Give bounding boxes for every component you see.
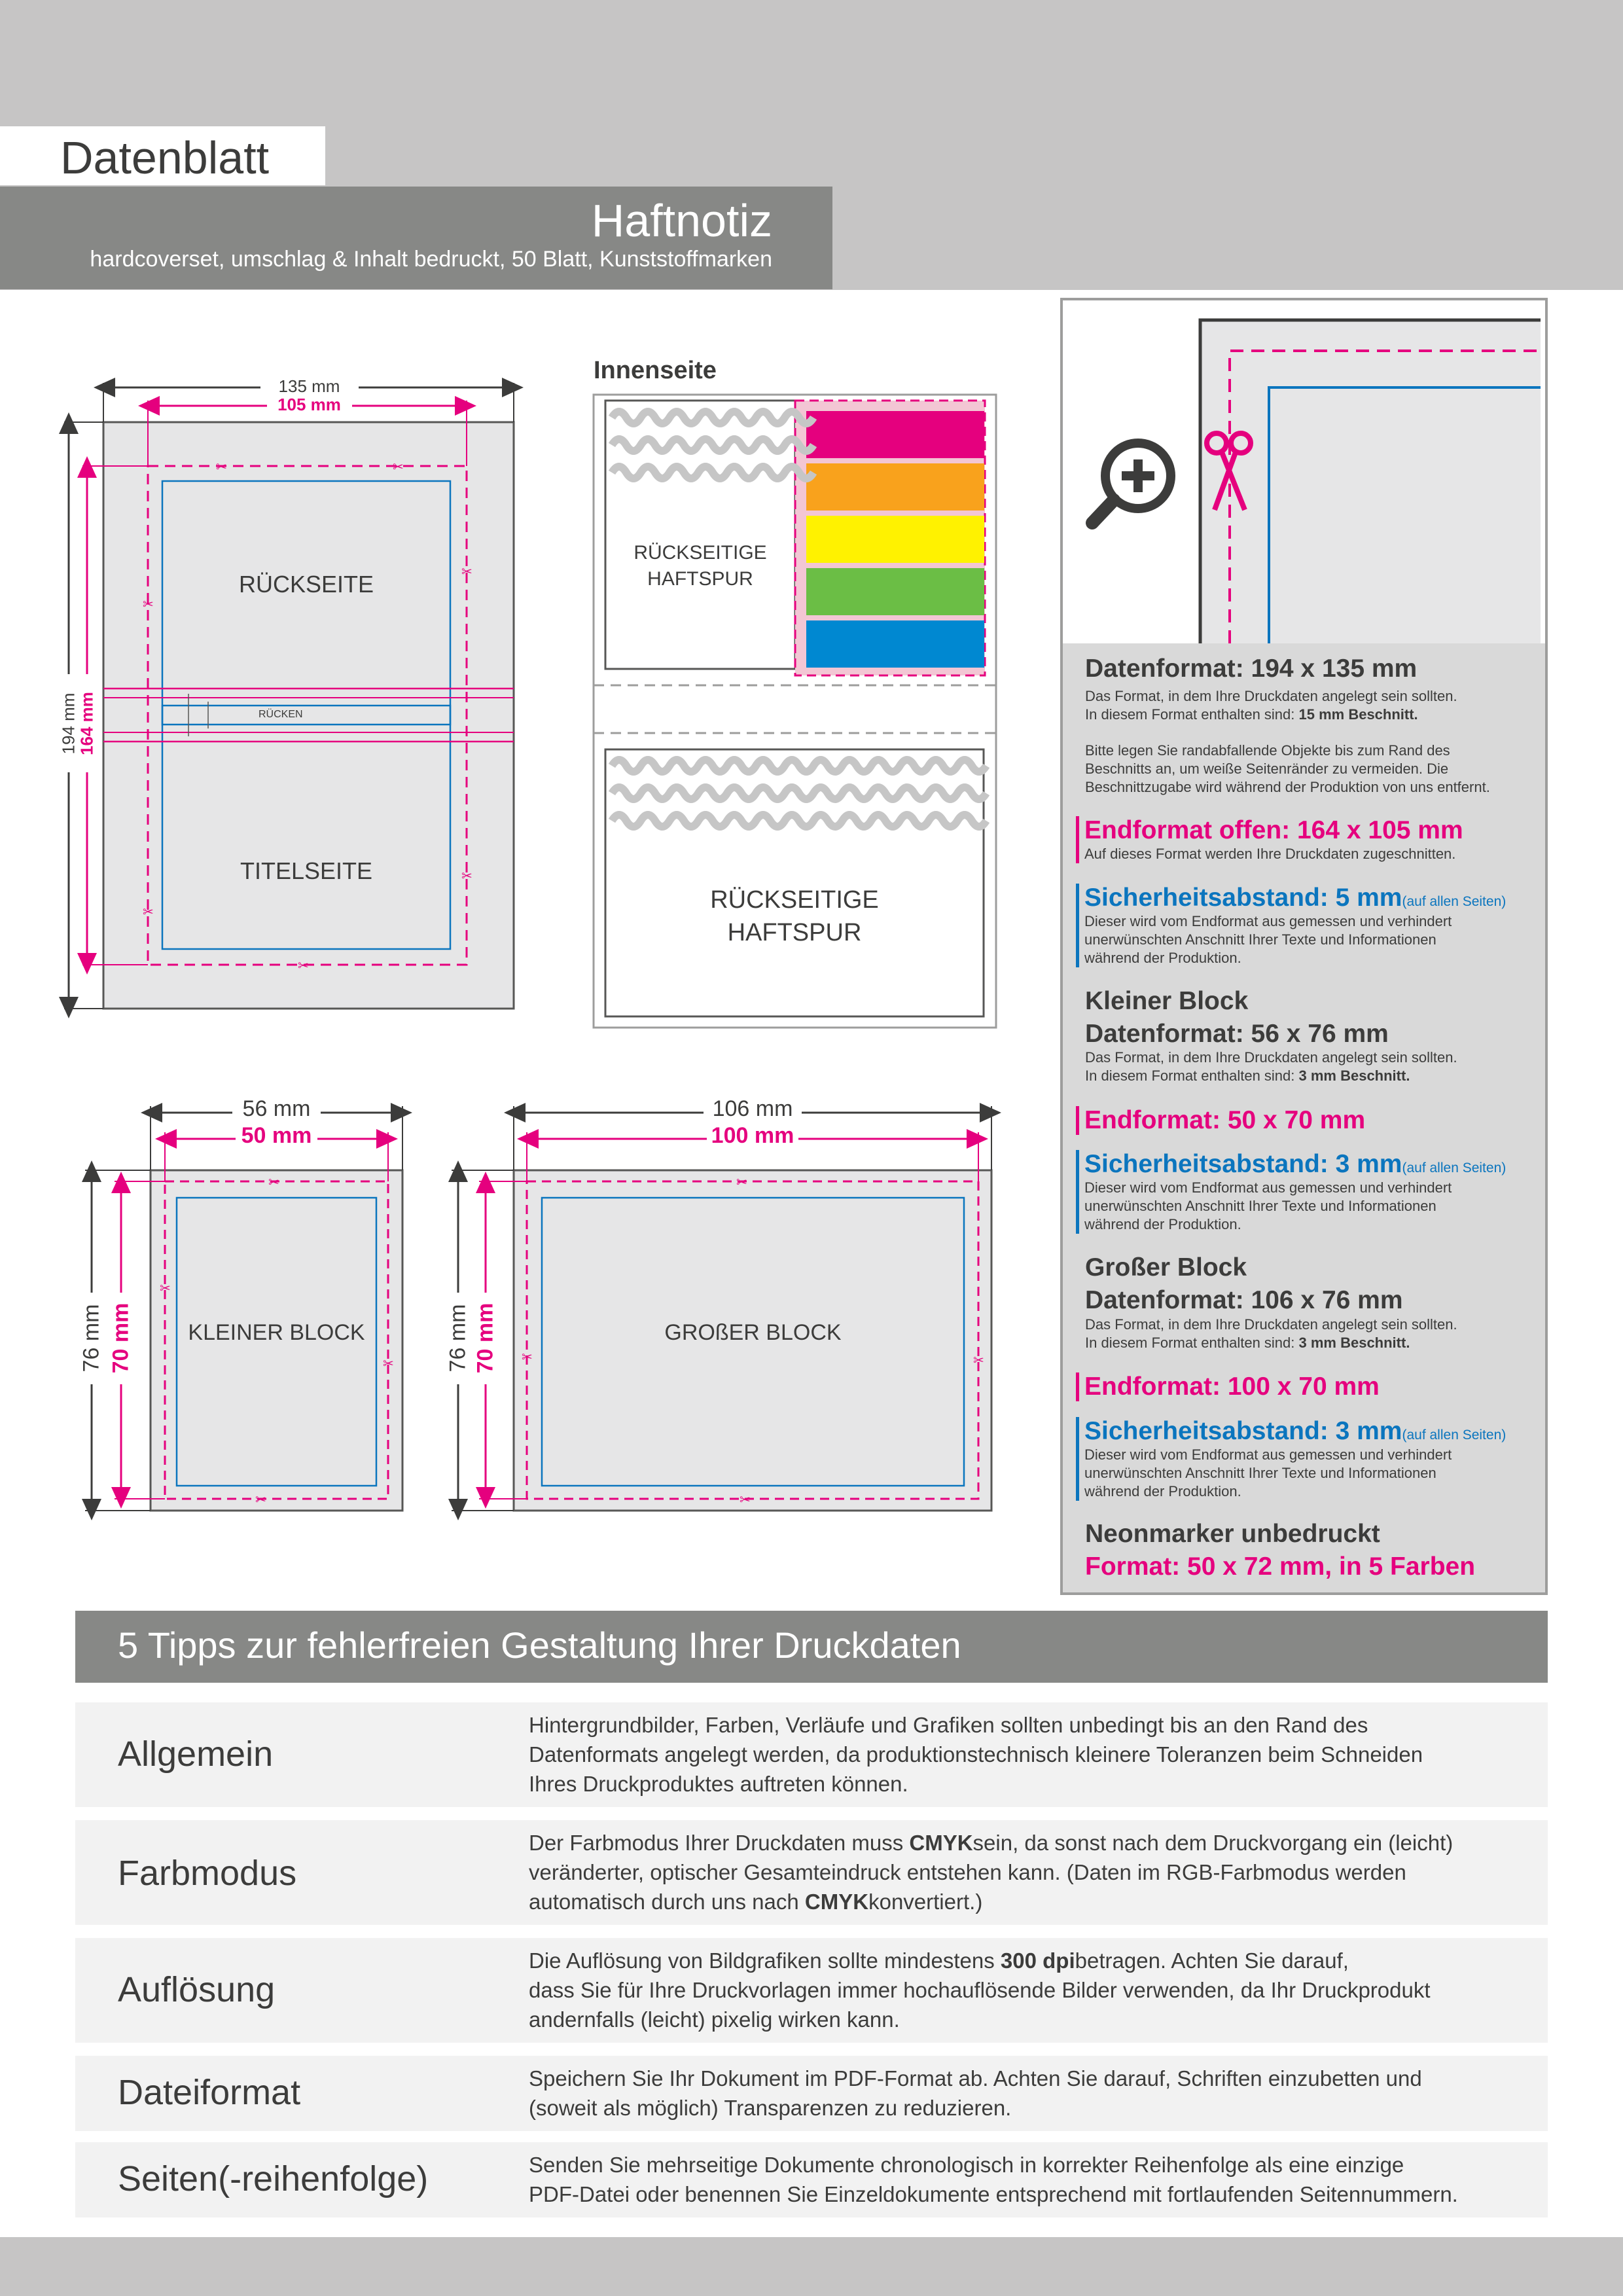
tip-row bbox=[75, 1820, 1548, 1925]
tip-line: andernfalls (leicht) pixelig wirken kann. bbox=[529, 2007, 900, 2032]
scissor-icon: ✂ bbox=[143, 598, 154, 612]
adhesive-wave bbox=[612, 412, 813, 423]
cover-width-outer: 135 mm bbox=[278, 376, 340, 396]
sb-endformat-desc: Auf dieses Format werden Ihre Druckdaten zugeschnitten. bbox=[1084, 846, 1456, 862]
sb-small-endformat-block bbox=[1076, 1106, 1365, 1135]
scissor-icon: ✂ bbox=[143, 905, 154, 920]
scissor-icon: ✂ bbox=[216, 460, 227, 475]
tip-key: Auflösung bbox=[118, 1970, 276, 2009]
cover-width-inner: 105 mm bbox=[277, 395, 341, 414]
adhesive-pattern bbox=[612, 412, 813, 478]
sb-safety-desc1: Dieser wird vom Endformat aus gemessen und verhindert bbox=[1084, 1179, 1452, 1196]
cover-diagram bbox=[58, 376, 514, 1009]
sb-datenformat: Datenformat: 194 x 135 mm bbox=[1085, 655, 1418, 683]
tip-key: Seiten(-reihenfolge) bbox=[118, 2159, 429, 2198]
sb-safety-desc3: während der Produktion. bbox=[1084, 1483, 1241, 1499]
tip-key: Farbmodus bbox=[118, 1854, 297, 1893]
tip-text bbox=[529, 1946, 1530, 2034]
tip-row bbox=[75, 1938, 1548, 2043]
small-height-inner: 70 mm bbox=[108, 1302, 134, 1374]
tip-text-bold: 300 dpi bbox=[1000, 1948, 1075, 1973]
scissor-icon: ✂ bbox=[393, 460, 404, 475]
tip-line: Datenformats angelegt werden, da produktionstechnisch kleinere Toleranzen beim Schneiden bbox=[529, 1742, 1423, 1767]
tip-line: dass Sie für Ihre Druckvorlagen immer hochauflösende Bilder verwenden, da Ihr Druckprodukt bbox=[529, 1978, 1431, 2002]
adhesive-wave bbox=[612, 760, 986, 772]
cover-height-outer: 194 mm bbox=[58, 692, 79, 755]
cover-height-inner: 164 mm bbox=[77, 692, 97, 755]
inner-page-title: Innenseite bbox=[594, 357, 717, 384]
adhesive-wave bbox=[612, 439, 813, 451]
sb-safety-desc2: unerwünschten Anschnitt Ihrer Texte und Informationen bbox=[1084, 1198, 1436, 1214]
sb-neon-title: Neonmarker unbedruckt bbox=[1085, 1520, 1380, 1548]
tip-text-bold: CMYK bbox=[804, 1890, 869, 1914]
front-side-label: TITELSEITE bbox=[240, 857, 373, 884]
sb-small-desc2 bbox=[1085, 1067, 1410, 1085]
sb-endformat-block bbox=[1076, 816, 1463, 863]
scissor-icon: ✂ bbox=[973, 1354, 984, 1368]
title-bar bbox=[0, 187, 832, 289]
cover-bleed-area bbox=[103, 422, 514, 1009]
sb-small-datenformat: Datenformat: 56 x 76 mm bbox=[1085, 1020, 1389, 1048]
scissor-icon: ✂ bbox=[255, 1493, 266, 1507]
tip-text-part: betragen. Achten Sie darauf, bbox=[1075, 1948, 1349, 1973]
small-height-outer: 76 mm bbox=[79, 1304, 104, 1372]
sb-datenformat-desc1: Das Format, in dem Ihre Druckdaten angelegt sein sollten. bbox=[1085, 688, 1457, 704]
tip-line: Ihres Druckproduktes auftreten können. bbox=[529, 1772, 908, 1796]
sb-safety: Sicherheitsabstand: 5 mm bbox=[1084, 884, 1402, 912]
tip-row bbox=[75, 2142, 1548, 2217]
marker-strip bbox=[806, 568, 984, 615]
sb-large-desc2 bbox=[1085, 1334, 1410, 1352]
small-width-inner: 50 mm bbox=[241, 1123, 312, 1148]
tip-line: (soweit als möglich) Transparenzen zu reduzieren. bbox=[529, 2096, 1012, 2120]
large-height-inner: 70 mm bbox=[473, 1302, 498, 1374]
adhesive-wave bbox=[612, 815, 986, 827]
sb-desc-text: In diesem Format enthalten sind: bbox=[1085, 706, 1299, 723]
scissor-icon: ✂ bbox=[522, 1350, 533, 1365]
tip-text-part: konvertiert.) bbox=[868, 1890, 983, 1914]
large-width-outer: 106 mm bbox=[712, 1096, 793, 1121]
tip-text bbox=[529, 1828, 1530, 1916]
tip-line: veränderter, optischer Gesamteindruck entstehen kann. (Daten im RGB-Farbmodus werden bbox=[529, 1860, 1406, 1884]
sb-datenformat-desc2 bbox=[1085, 706, 1418, 724]
marker-strip bbox=[806, 620, 984, 668]
tips-header bbox=[75, 1611, 1548, 1683]
tip-line bbox=[529, 1828, 1530, 1857]
sb-neon-format: Format: 50 x 72 mm, in 5 Farben bbox=[1085, 1552, 1476, 1581]
scissor-icon: ✂ bbox=[298, 959, 309, 973]
sb-endformat: Endformat offen: 164 x 105 mm bbox=[1084, 816, 1463, 844]
marker-strip bbox=[806, 516, 984, 563]
sb-large-endformat-block bbox=[1076, 1372, 1380, 1401]
sb-large-safety-block bbox=[1076, 1417, 1506, 1501]
tip-key: Dateiformat bbox=[118, 2073, 301, 2112]
tip-text-part: automatisch durch uns nach bbox=[529, 1890, 805, 1914]
scissor-icon: ✂ bbox=[461, 565, 473, 579]
back-side-label: RÜCKSEITE bbox=[238, 571, 374, 598]
tip-line: Speichern Sie Ihr Dokument im PDF-Format ab. Achten Sie darauf, Schriften einzubetten und bbox=[529, 2066, 1422, 2090]
tip-text-part: Der Farbmodus Ihrer Druckdaten muss bbox=[529, 1831, 910, 1855]
sb-safety-note: (auf allen Seiten) bbox=[1402, 894, 1507, 909]
marker-strip bbox=[806, 463, 984, 511]
tip-text bbox=[529, 2150, 1530, 2209]
page-title: Haftnotiz bbox=[591, 195, 772, 246]
sb-safety-desc1: Dieser wird vom Endformat aus gemessen und verhindert bbox=[1084, 913, 1452, 929]
sb-large-safety: Sicherheitsabstand: 3 mm bbox=[1084, 1417, 1402, 1445]
sb-safety-note: (auf allen Seiten) bbox=[1402, 1160, 1507, 1175]
tip-line: PDF-Datei oder benennen Sie Einzeldokumente entsprechend mit fortlaufenden Seitennummern. bbox=[529, 2182, 1458, 2206]
sb-safety-desc3: während der Produktion. bbox=[1084, 950, 1241, 966]
tip-text bbox=[529, 2064, 1530, 2123]
sb-desc-bold: 15 mm Beschnitt. bbox=[1298, 706, 1418, 723]
sb-bleed-note1: Bitte legen Sie randabfallende Objekte bis zum Rand des bbox=[1085, 742, 1450, 759]
bleed-zoom-illustration bbox=[1063, 300, 1545, 643]
sb-safety-desc1: Dieser wird vom Endformat aus gemessen und verhindert bbox=[1084, 1446, 1452, 1463]
scissor-icon: ✂ bbox=[268, 1175, 279, 1190]
sb-safety-desc3: während der Produktion. bbox=[1084, 1216, 1241, 1232]
small-width-outer: 56 mm bbox=[242, 1096, 311, 1121]
adhesive-wave bbox=[612, 467, 813, 478]
sb-small-title: Kleiner Block bbox=[1085, 987, 1249, 1015]
sb-small-safety: Sicherheitsabstand: 3 mm bbox=[1084, 1150, 1402, 1178]
tip-row bbox=[75, 2056, 1548, 2131]
sb-safety-block bbox=[1076, 884, 1506, 967]
tip-line: Senden Sie mehrseitige Dokumente chronologisch in korrekter Reihenfolge als eine einzige bbox=[529, 2153, 1404, 2177]
tip-line bbox=[529, 1946, 1530, 1975]
sb-large-datenformat: Datenformat: 106 x 76 mm bbox=[1085, 1286, 1403, 1314]
marker-strip bbox=[806, 411, 984, 458]
scissor-icon: ✂ bbox=[160, 1282, 171, 1296]
sb-small-endformat: Endformat: 50 x 70 mm bbox=[1084, 1106, 1366, 1134]
adhesive-wave bbox=[612, 787, 986, 799]
sb-large-endformat: Endformat: 100 x 70 mm bbox=[1084, 1372, 1380, 1401]
tip-text-part: Die Auflösung von Bildgrafiken sollte mindestens bbox=[529, 1948, 1001, 1973]
document-tag bbox=[0, 126, 325, 185]
page-subtitle: hardcoverset, umschlag & Inhalt bedruckt, 50 Blatt, Kunststoffmarken bbox=[90, 247, 772, 272]
adhesive-label-top: RÜCKSEITIGE HAFTSPUR bbox=[633, 542, 767, 590]
sb-large-title: Großer Block bbox=[1085, 1253, 1247, 1282]
document-tag-label: Datenblatt bbox=[60, 132, 270, 183]
sb-desc-text: In diesem Format enthalten sind: bbox=[1085, 1335, 1299, 1351]
sb-safety-note: (auf allen Seiten) bbox=[1402, 1427, 1507, 1443]
small-block-label: KLEINER BLOCK bbox=[188, 1320, 365, 1345]
footer-band bbox=[0, 2237, 1623, 2296]
tips-title: 5 Tipps zur fehlerfreien Gestaltung Ihrer Druckdaten bbox=[118, 1624, 961, 1666]
large-height-outer: 76 mm bbox=[445, 1304, 471, 1372]
scissor-icon: ✂ bbox=[736, 1175, 747, 1190]
scissor-icon: ✂ bbox=[383, 1357, 394, 1371]
scissor-icon: ✂ bbox=[461, 869, 473, 884]
sb-safety-desc2: unerwünschten Anschnitt Ihrer Texte und Informationen bbox=[1084, 931, 1436, 948]
adhesive-pattern bbox=[612, 760, 986, 827]
sb-bleed-note3: Beschnittzugabe wird während der Produktion von uns entfernt. bbox=[1085, 779, 1490, 795]
tip-line: Hintergrundbilder, Farben, Verläufe und Grafiken sollten unbedingt bis an den Rand des bbox=[529, 1713, 1368, 1737]
spine-label: RÜCKEN bbox=[259, 709, 303, 720]
sb-desc-text: In diesem Format enthalten sind: bbox=[1085, 1067, 1299, 1084]
sb-safety-desc2: unerwünschten Anschnitt Ihrer Texte und Informationen bbox=[1084, 1465, 1436, 1481]
tip-key: Allgemein bbox=[118, 1734, 274, 1774]
sb-large-desc1: Das Format, in dem Ihre Druckdaten angelegt sein sollten. bbox=[1085, 1316, 1457, 1333]
sb-desc-bold: 3 mm Beschnitt. bbox=[1298, 1335, 1410, 1351]
sb-desc-bold: 3 mm Beschnitt. bbox=[1298, 1067, 1410, 1084]
sb-small-desc1: Das Format, in dem Ihre Druckdaten angelegt sein sollten. bbox=[1085, 1049, 1457, 1066]
large-block-diagram bbox=[445, 1100, 991, 1511]
large-width-inner: 100 mm bbox=[711, 1123, 794, 1148]
sb-bleed-note2: Beschnitts an, um weiße Seitenränder zu vermeiden. Die bbox=[1085, 761, 1449, 777]
scissor-icon: ✂ bbox=[740, 1493, 751, 1507]
sb-small-safety-block bbox=[1076, 1150, 1506, 1234]
tip-text-bold: CMYK bbox=[909, 1831, 973, 1855]
tip-text bbox=[529, 1710, 1530, 1799]
adhesive-label-bottom: RÜCKSEITIGE HAFTSPUR bbox=[710, 886, 879, 946]
tip-text-part: sein, da sonst nach dem Druckvorgang ein (leicht) bbox=[972, 1831, 1454, 1855]
large-block-label: GROßER BLOCK bbox=[664, 1320, 842, 1345]
tip-line bbox=[529, 1887, 1530, 1916]
tip-row bbox=[75, 1702, 1548, 1807]
